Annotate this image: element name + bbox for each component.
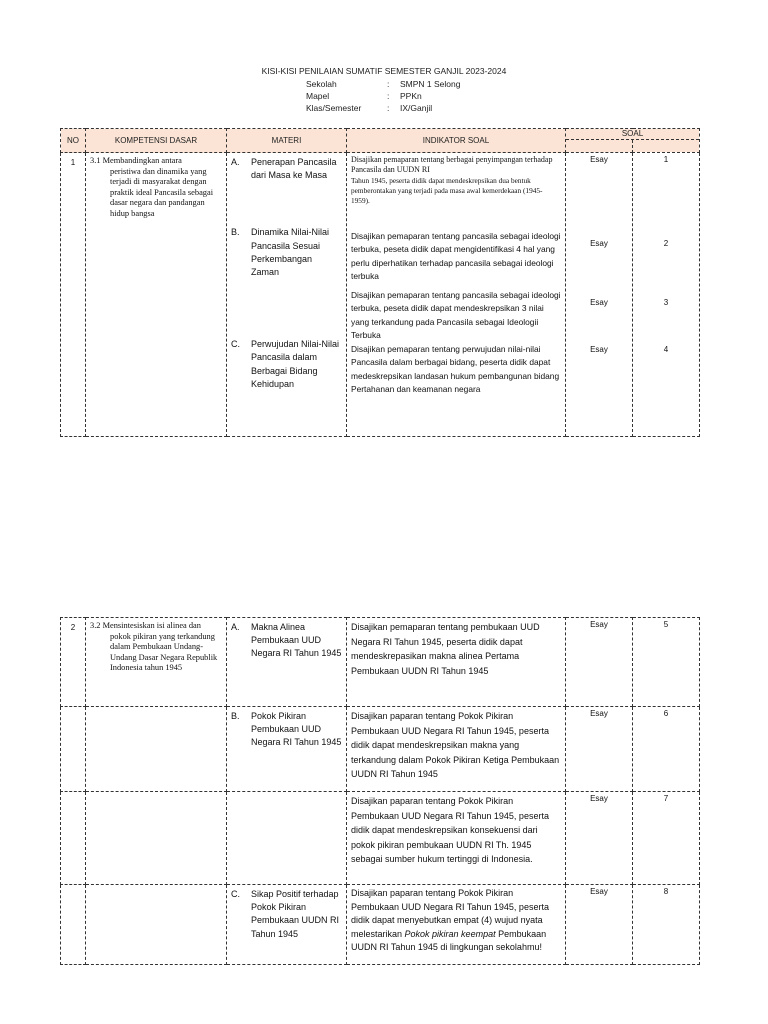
materi-item bbox=[231, 888, 342, 941]
nomor-soal: 5 bbox=[633, 618, 700, 707]
meta-label-school: Sekolah bbox=[306, 79, 337, 89]
materi-cell bbox=[227, 885, 347, 965]
materi-text: Makna Alinea Pembukaan UUD Negara RI Tahun 1945 bbox=[251, 622, 342, 659]
nomor-soal: 3 bbox=[663, 298, 669, 307]
meta-value-school: SMPN 1 Selong bbox=[400, 79, 461, 89]
nomor-soal: 7 bbox=[633, 792, 700, 885]
materi-text: Dinamika Nilai-Nilai Pancasila Sesuai Perkembangan Zaman bbox=[251, 227, 330, 278]
materi-text: Penerapan Pancasila dari Masa ke Masa bbox=[251, 157, 337, 181]
nomor-soal: 1 bbox=[663, 155, 669, 164]
kd-text: peristiwa dan dinamika yang terjadi di masyarakat dengan praktik ideal Pancasila sebagai dasar negara dan pandangan hidup bangsa bbox=[110, 166, 214, 218]
materi-text: Perwujudan Nilai-Nilai Pancasila dalam Berbagai Bidang Kehidupan bbox=[251, 339, 340, 389]
materi-text: Pokok Pikiran Pembukaan UUD Negara RI Tahun 1945 bbox=[251, 711, 342, 748]
materi-item bbox=[231, 226, 342, 279]
indikator-text bbox=[351, 155, 561, 176]
header-soal bbox=[566, 129, 700, 153]
meta-value-subject: PPKn bbox=[400, 91, 422, 101]
row-number: 1 bbox=[61, 153, 86, 437]
indikator-cell: Disajikan paparan tentang Pokok Pikiran Pembukaan UUD Negara RI Tahun 1945, peserta didik dapat mendeskrepsikan konsekuensi dari pokok pikiran pembukaan UUDN RI Th. 1945 sebagai sumber hukum tertinggi di Indonesia. bbox=[347, 792, 566, 885]
materi-item bbox=[231, 156, 342, 182]
header-soal-divider bbox=[632, 140, 633, 153]
materi-letter: C. bbox=[231, 339, 240, 350]
document-title: KISI-KISI PENILAIAN SUMATIF SEMESTER GANJIL 2023-2024 bbox=[261, 66, 507, 76]
meta-label-subject: Mapel bbox=[306, 91, 330, 101]
indikator-item: Disajikan pemaparan tentang pancasila sebagai ideologi terbuka, peseta didik dapat mendeskrepsikan 3 nilai yang terkandung pada Pancasila sebagai Ideologii Terbuka bbox=[351, 290, 561, 341]
meta-label-class: Klas/Semester bbox=[306, 103, 362, 113]
nomor-soal: 6 bbox=[633, 707, 700, 792]
kd-line-first: 3.1 Membandingkan antara bbox=[90, 156, 182, 165]
indikator-cell bbox=[347, 153, 566, 437]
kompetensi-dasar-empty bbox=[86, 885, 227, 965]
meta-value-class: IX/Ganjil bbox=[400, 103, 433, 113]
materi-item bbox=[231, 710, 342, 750]
materi-text: Sikap Positif terhadap Pokok Pikiran Pembukaan UUDN RI Tahun 1945 bbox=[251, 889, 340, 939]
materi-letter: B. bbox=[231, 227, 240, 238]
header-kompetensi-dasar: KOMPETENSI DASAR bbox=[86, 129, 227, 153]
indikator-cell: Disajikan paparan tentang Pokok Pikiran Pembukaan UUD Negara RI Tahun 1945, peserta didik dapat mendeskrepsikan makna yang terkandung dalam Pokok Pikiran Ketiga Pembukaan UUDN RI Tahun 1945 bbox=[347, 707, 566, 792]
header-materi: MATERI bbox=[227, 129, 347, 153]
meta-colon: : bbox=[387, 91, 390, 101]
kd-text: pokok pikiran yang terkandung dalam Pembukaan Undang-Undang Dasar Negara Republik Indonesia tahun 1945 bbox=[110, 631, 218, 672]
grid-table-part2 bbox=[60, 617, 700, 965]
row-number-empty bbox=[61, 707, 86, 792]
bentuk-soal: Esay bbox=[590, 298, 608, 307]
bentuk-soal: Esay bbox=[566, 618, 633, 707]
materi-letter: A. bbox=[231, 622, 240, 632]
bentuk-soal: Esay bbox=[590, 239, 608, 248]
indikator-text: Tahun 1945, peserta didik dapat mendeskrepsikan dua bentuk pemberontakan yang terjadi pada masa awal kemerdekaan (1945-1959). bbox=[351, 175, 543, 205]
materi-empty bbox=[227, 792, 347, 885]
bentuk-soal-cell bbox=[566, 153, 633, 437]
row-number: 2 bbox=[61, 618, 86, 707]
materi-item bbox=[231, 621, 342, 661]
nomor-soal-cell bbox=[633, 153, 700, 437]
indikator-text: Pembukaan UUDN RI Tahun 1945 di lingkungan sekolahmu! bbox=[351, 928, 547, 952]
kompetensi-dasar-empty bbox=[86, 792, 227, 885]
header-soal-label: SOAL bbox=[566, 129, 699, 140]
kd-line-first: 3.2 Mensintesiskan isi alinea dan bbox=[90, 621, 201, 630]
grid-table-part1 bbox=[60, 128, 700, 437]
kompetensi-dasar-cell bbox=[86, 153, 227, 437]
nomor-soal: 4 bbox=[663, 345, 669, 354]
row-number-empty bbox=[61, 792, 86, 885]
indikator-text: Disajikan paparan tentang Pokok Pikiran Pembukaan UUD Negara RI Tahun 1945, peserta didik dapat menyebutkan empat (4) wujud nyata melestarikan bbox=[351, 888, 549, 939]
materi-cell bbox=[227, 618, 347, 707]
materi-letter: C. bbox=[231, 889, 240, 899]
indikator-cell: Disajikan pemaparan tentang pembukaan UUD Negara RI Tahun 1945, peserta didik dapat mendeskrepasikan makna alinea Pertama Pembukaan UUDN RI Tahun 1945 bbox=[347, 618, 566, 707]
indikator-item bbox=[351, 155, 561, 230]
bentuk-soal: Esay bbox=[566, 707, 633, 792]
materi-cell bbox=[227, 153, 347, 437]
bentuk-soal: Esay bbox=[566, 792, 633, 885]
bentuk-soal: Esay bbox=[590, 345, 608, 354]
meta-colon: : bbox=[387, 79, 390, 89]
materi-letter: B. bbox=[231, 711, 240, 721]
indikator-cell bbox=[347, 885, 566, 965]
header-indikator-soal: INDIKATOR SOAL bbox=[347, 129, 566, 153]
nomor-soal: 8 bbox=[633, 885, 700, 965]
meta-colon: : bbox=[387, 103, 390, 113]
indikator-text-part: Disajikan pemaparan tentang berbagai penyimpangan terhadap Pancasila dan UUDN RI bbox=[351, 155, 553, 175]
materi-item bbox=[231, 338, 342, 391]
materi-letter: A. bbox=[231, 157, 240, 167]
materi-cell bbox=[227, 707, 347, 792]
bentuk-soal: Esay bbox=[566, 885, 633, 965]
indikator-item: Disajikan pemaparan tentang pancasila sebagai ideologi terbuka, peseta didik dapat mengidentifikasi 4 hal yang perlu diperhatikan terhadap pancasila sebagai ideologi terbuka bbox=[351, 231, 561, 282]
nomor-soal: 2 bbox=[663, 239, 669, 248]
kompetensi-dasar-cell bbox=[86, 618, 227, 707]
row-number-empty bbox=[61, 885, 86, 965]
header-no: NO bbox=[61, 129, 86, 153]
kompetensi-dasar-empty bbox=[86, 707, 227, 792]
indikator-item: Disajikan pemaparan tentang perwujudan nilai-nilai Pancasila dalam berbagai bidang, peserta didik dapat medeskrepsikan landasan hukum pembangunan bidang Pertahanan dan keamanan negara bbox=[351, 344, 560, 395]
bentuk-soal: Esay bbox=[590, 155, 608, 164]
indikator-emphasis: Pokok pikiran keempat bbox=[404, 928, 496, 939]
